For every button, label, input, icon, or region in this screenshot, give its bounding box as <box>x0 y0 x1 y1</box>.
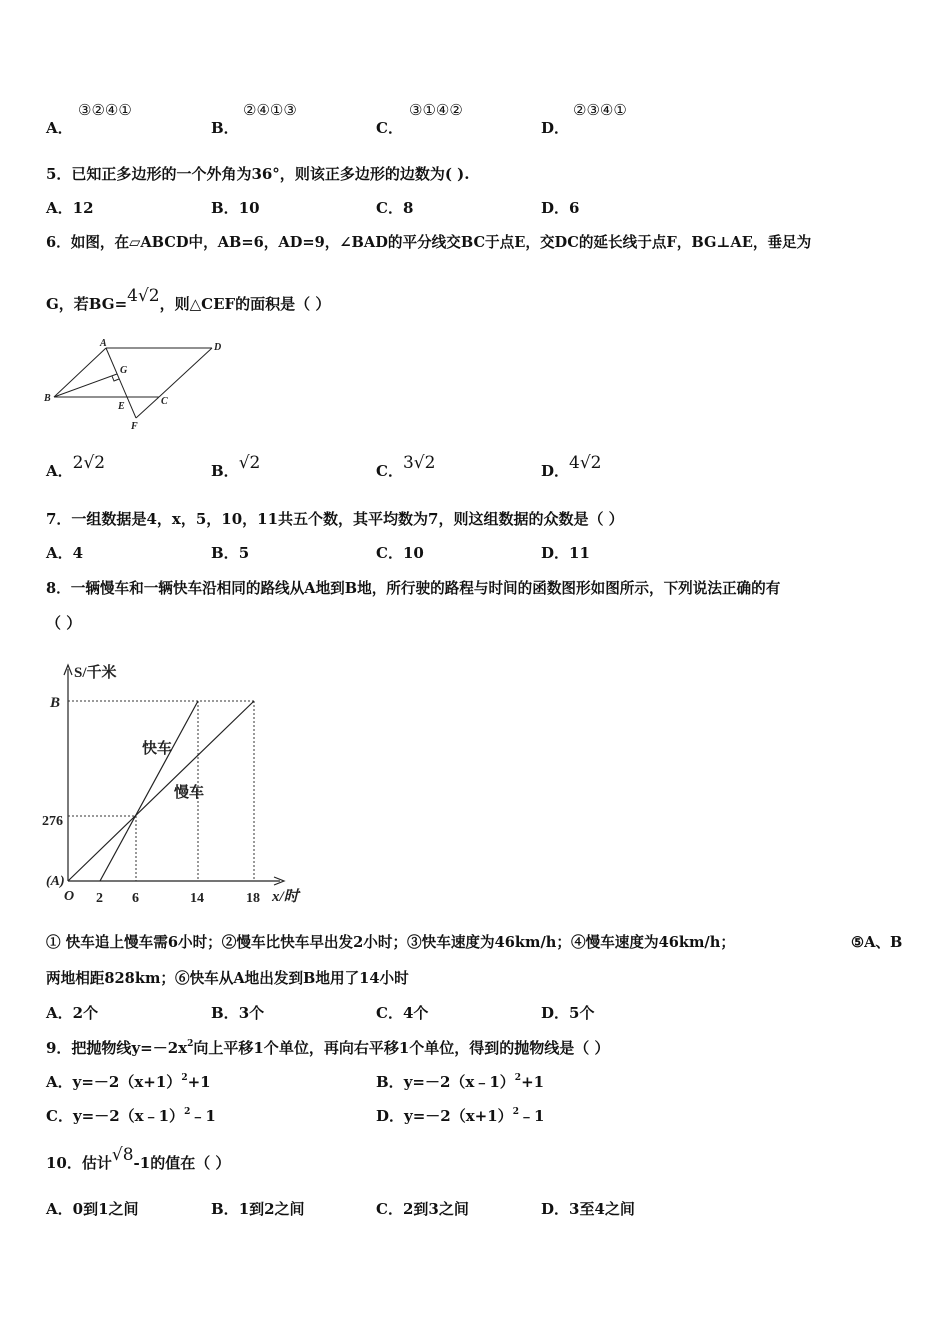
q6-stem-line2 <box>46 286 331 314</box>
option-letter: D． <box>541 199 570 217</box>
option-letter: A． <box>46 1004 73 1022</box>
option-letter: A． <box>46 119 73 137</box>
option-letter: B． <box>211 199 239 217</box>
option-value: 0到1之间 <box>72 1200 139 1218</box>
y-tick-b: B <box>50 695 61 711</box>
q4-option-a-value: ③②④① <box>78 103 132 119</box>
option-value: 5 <box>238 544 250 562</box>
q8-option-c[interactable] <box>376 1002 428 1023</box>
q9-option-a[interactable] <box>46 1071 211 1092</box>
label-e: E <box>118 401 125 412</box>
q10-option-d[interactable] <box>541 1198 635 1219</box>
slow-car-label: 慢车 <box>174 785 205 801</box>
label-d: D <box>214 342 222 353</box>
q10-option-a[interactable] <box>46 1198 139 1219</box>
option-letter: C． <box>376 1200 403 1218</box>
option-value-tail: +1 <box>521 1073 545 1091</box>
option-letter: D． <box>541 1200 570 1218</box>
q9-option-d[interactable] <box>376 1105 544 1126</box>
segment-cf <box>136 397 159 418</box>
option-value: 8 <box>402 199 414 217</box>
q8-option-a[interactable] <box>46 1002 98 1023</box>
q6-option-c[interactable] <box>376 453 436 481</box>
label-f: F <box>131 421 138 432</box>
option-value: 2到3之间 <box>402 1200 469 1218</box>
x-axis-label: x/时 <box>272 889 299 905</box>
slow-car-line <box>68 701 254 881</box>
option-exponent: 2 <box>184 1107 191 1117</box>
option-value: 10 <box>402 544 424 562</box>
option-letter: C． <box>376 199 403 217</box>
segment-bg <box>54 374 117 397</box>
q6-stem-line1: 6．如图，在▱ABCD中，AB=6，AD=9，∠BAD的平分线交BC于点E，交DC的延长线于点F，BG⊥AE，垂足为 <box>46 234 812 251</box>
q4-option-b-value: ②④①③ <box>243 103 297 119</box>
option-letter: D． <box>541 462 570 480</box>
option-value: 2个 <box>72 1004 99 1022</box>
option-value: 4√2 <box>569 453 602 473</box>
option-letter: A． <box>46 199 73 217</box>
q7-stem: 7．一组数据是4，x，5，10，11共五个数，其平均数为7，则这组数据的众数是（ ） <box>46 510 624 528</box>
q4-option-c[interactable] <box>376 117 403 138</box>
option-letter: D． <box>541 1004 570 1022</box>
option-value: 11 <box>569 544 590 562</box>
option-value: 6 <box>569 199 580 217</box>
label-a: A <box>100 338 107 349</box>
y-tick-276: 276 <box>42 814 63 829</box>
label-b: B <box>44 393 51 404</box>
q9-stem-part: 9．把抛物线y=－2x <box>46 1039 188 1057</box>
option-exponent: 2 <box>514 1073 522 1083</box>
option-letter: A． <box>46 1073 73 1091</box>
option-letter: C． <box>376 544 403 562</box>
option-value: y=－2（x﹣1） <box>72 1107 185 1125</box>
option-value: 2√2 <box>72 453 106 473</box>
q9-stem-part: 向上平移1个单位，再向右平移1个单位，得到的抛物线是（ ） <box>193 1039 610 1057</box>
q10-root: √8 <box>111 1145 134 1165</box>
q6-stem-part: G，若BG= <box>46 295 128 313</box>
q9-option-c[interactable] <box>46 1105 216 1126</box>
q5-option-a[interactable] <box>46 197 94 218</box>
q9-stem-exponent: 2 <box>187 1039 194 1049</box>
origin-a-label: (A) <box>46 874 65 889</box>
option-letter: C． <box>46 1107 73 1125</box>
option-value-tail: ﹣1 <box>518 1107 545 1125</box>
option-letter: D． <box>541 119 570 137</box>
option-value: 4 <box>72 544 84 562</box>
q8-stem-line2: （ ） <box>46 614 82 632</box>
segment-dc <box>159 348 212 397</box>
q5-stem: 5．已知正多边形的一个外角为36°，则该正多边形的边数为( ). <box>46 165 470 183</box>
q9-option-b[interactable] <box>376 1071 544 1092</box>
option-value: y=－2（x+1） <box>72 1073 182 1091</box>
q8-statements-line1-end: ⑤A、B <box>851 934 903 951</box>
q5-option-d[interactable] <box>541 197 579 218</box>
q6-bg-value: 4√2 <box>127 286 160 306</box>
q6-option-b[interactable] <box>211 453 261 481</box>
x-tick-2: 2 <box>96 891 103 906</box>
q8-statements-line2: 两地相距828km；⑥快车从A地出发到B地用了14小时 <box>46 970 409 987</box>
y-axis-label: S/千米 <box>74 665 117 681</box>
label-g: G <box>120 365 128 376</box>
q8-option-d[interactable] <box>541 1002 594 1023</box>
option-value: 10 <box>238 199 260 217</box>
origin-o-label: O <box>64 889 75 904</box>
q7-option-b[interactable] <box>211 542 249 563</box>
q8-statements-line1: ① 快车追上慢车需6小时；②慢车比快车早出发2小时；③快车速度为46km/h；④慢车速度为46km/h； <box>46 934 735 951</box>
option-letter: D． <box>376 1107 405 1125</box>
q8-stem-line1: 8．一辆慢车和一辆快车沿相同的路线从A地到B地，所行驶的路程与时间的函数图形如图所示，下列说法正确的有 <box>46 580 781 597</box>
q5-option-b[interactable] <box>211 197 260 218</box>
option-letter: B． <box>376 1073 404 1091</box>
q10-option-c[interactable] <box>376 1198 469 1219</box>
option-value: 12 <box>72 199 94 217</box>
q7-option-c[interactable] <box>376 542 424 563</box>
option-letter: A． <box>46 544 73 562</box>
q4-option-d[interactable] <box>541 117 569 138</box>
segment-ab <box>54 348 106 397</box>
distance-time-graph <box>40 655 310 910</box>
q6-option-d[interactable] <box>541 453 602 481</box>
q10-stem-part: 10．估计 <box>46 1154 112 1172</box>
option-letter: B． <box>211 462 239 480</box>
q5-option-c[interactable] <box>376 197 413 218</box>
option-value: 1到2之间 <box>238 1200 305 1218</box>
option-letter: C． <box>376 462 403 480</box>
option-letter: C． <box>376 1004 403 1022</box>
option-letter: B． <box>211 544 239 562</box>
x-tick-6: 6 <box>132 891 139 906</box>
option-letter: B． <box>211 119 239 137</box>
option-letter: B． <box>211 1200 239 1218</box>
option-value: √2 <box>238 453 261 473</box>
q9-stem <box>46 1037 609 1058</box>
x-tick-14: 14 <box>190 891 204 906</box>
q10-option-b[interactable] <box>211 1198 305 1219</box>
option-value: y=－2（x﹣1） <box>403 1073 515 1091</box>
q7-option-d[interactable] <box>541 542 590 563</box>
q6-option-a[interactable] <box>46 453 106 481</box>
option-value-tail: ﹣1 <box>190 1107 216 1125</box>
option-exponent: 2 <box>512 1107 519 1117</box>
q4-option-a[interactable] <box>46 117 73 138</box>
option-letter: A． <box>46 1200 73 1218</box>
label-c: C <box>161 396 168 407</box>
q4-option-d-value: ②③④① <box>573 103 627 119</box>
option-letter: C． <box>376 119 403 137</box>
option-value-tail: +1 <box>187 1073 211 1091</box>
parallelogram-figure <box>40 336 240 436</box>
option-value: 3√2 <box>402 453 436 473</box>
option-value: 4个 <box>402 1004 429 1022</box>
q10-stem-part: -1的值在（ ） <box>133 1154 231 1172</box>
option-letter: A． <box>46 462 73 480</box>
option-value: 3至4之间 <box>569 1200 635 1218</box>
q4-option-b[interactable] <box>211 117 239 138</box>
option-value: 5个 <box>569 1004 595 1022</box>
option-exponent: 2 <box>181 1073 188 1083</box>
q7-option-a[interactable] <box>46 542 83 563</box>
x-tick-18: 18 <box>246 891 260 906</box>
option-value: 3个 <box>238 1004 265 1022</box>
q6-stem-part: ，则△CEF的面积是（ ） <box>159 295 331 313</box>
q10-stem <box>46 1145 231 1173</box>
q8-option-b[interactable] <box>211 1002 264 1023</box>
option-letter: D． <box>541 544 570 562</box>
fast-car-label: 快车 <box>142 741 173 757</box>
option-letter: B． <box>211 1004 239 1022</box>
q4-option-c-value: ③①④② <box>409 103 463 119</box>
option-value: y=－2（x+1） <box>404 1107 513 1125</box>
